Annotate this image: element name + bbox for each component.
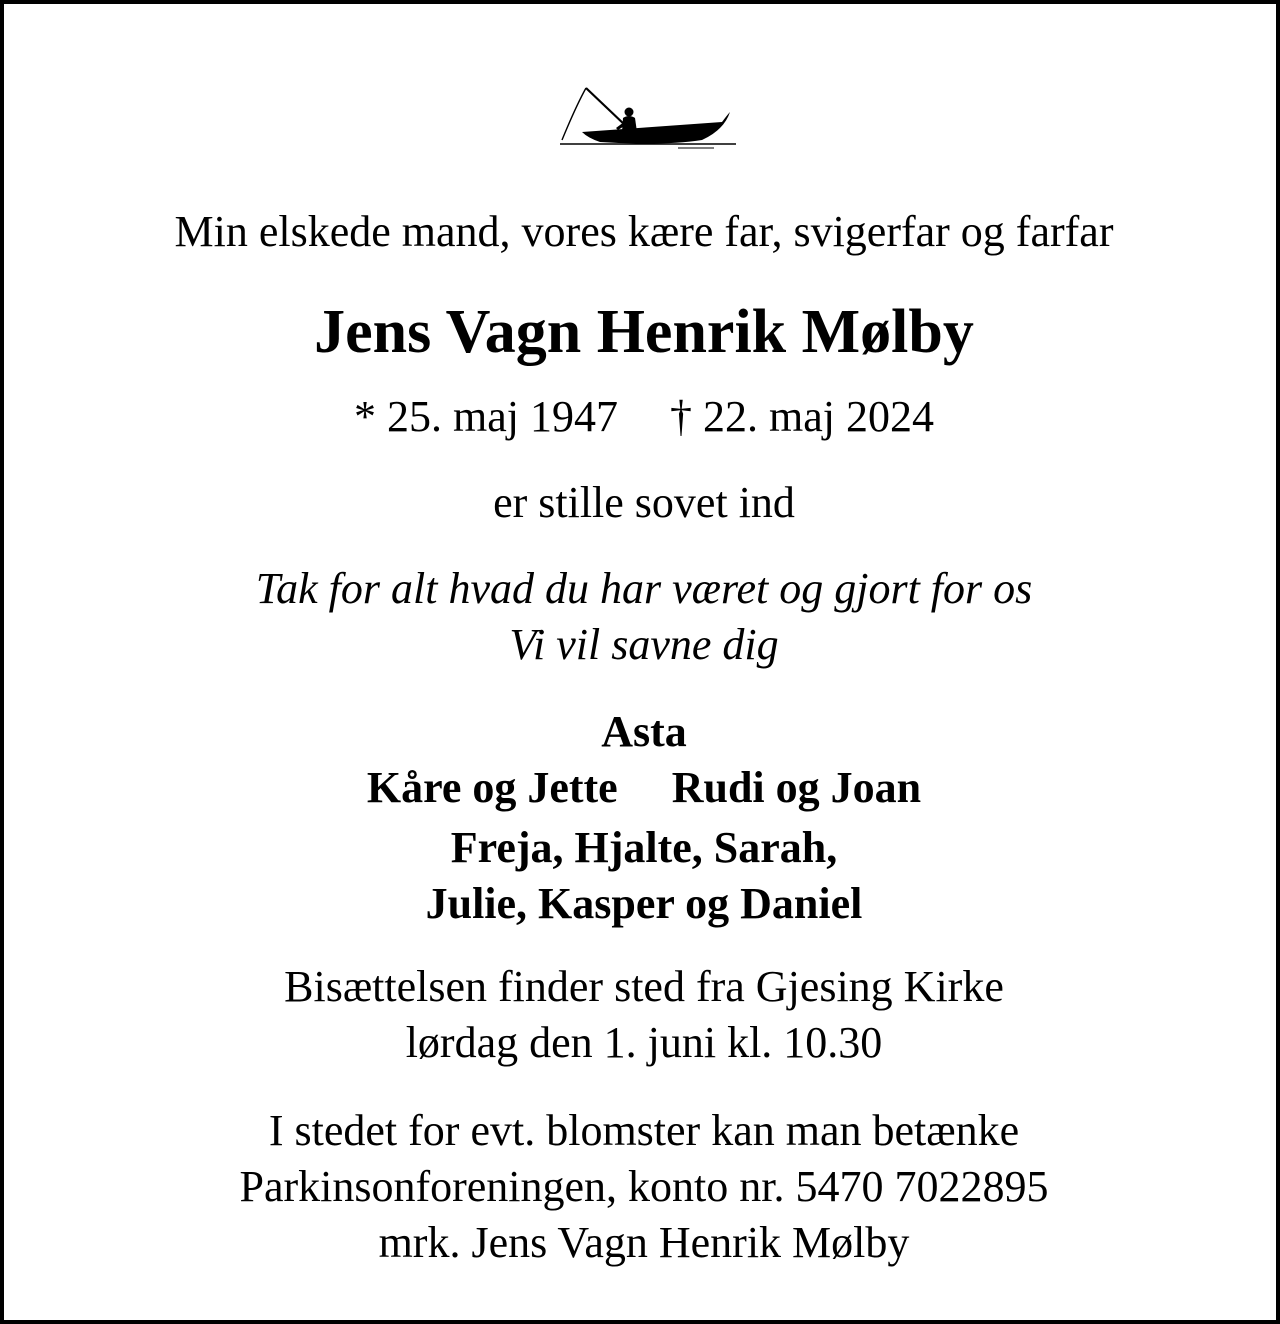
status-text: er stille sovet ind [493,478,795,527]
quote-line-1: Tak for alt hvad du har været og gjort for os [255,564,1033,613]
death-date: † 22. maj 2024 [670,392,934,441]
ceremony-line-1: Bisættelsen finder sted fra Gjesing Kirke [284,962,1004,1011]
deceased-name: Jens Vagn Henrik Mølby [314,298,974,366]
life-dates [4,390,1280,444]
family-line-2-left: Kåre og Jette [366,763,618,812]
donation-line-2: Parkinsonforeningen, konto nr. 5470 7022895 [239,1162,1049,1211]
fisherman-boat-icon [552,84,736,150]
birth-date: * 25. maj 1947 [354,392,618,441]
intro-text: Min elskede mand, vores kære far, svigerfar og farfar [174,207,1114,256]
donation-line-1: I stedet for evt. blomster kan man betænke [268,1106,1020,1155]
family-line-2-right: Rudi og Joan [671,763,922,812]
quote-line-2: Vi vil savne dig [509,620,779,669]
family-line-2 [4,762,1280,814]
family-line-1: Asta [601,707,687,756]
donation-line-3: mrk. Jens Vagn Henrik Mølby [378,1218,910,1267]
family-line-4: Julie, Kasper og Daniel [425,879,863,928]
family-line-3: Freja, Hjalte, Sarah, [450,823,838,872]
ceremony-line-2: lørdag den 1. juni kl. 10.30 [405,1018,883,1067]
